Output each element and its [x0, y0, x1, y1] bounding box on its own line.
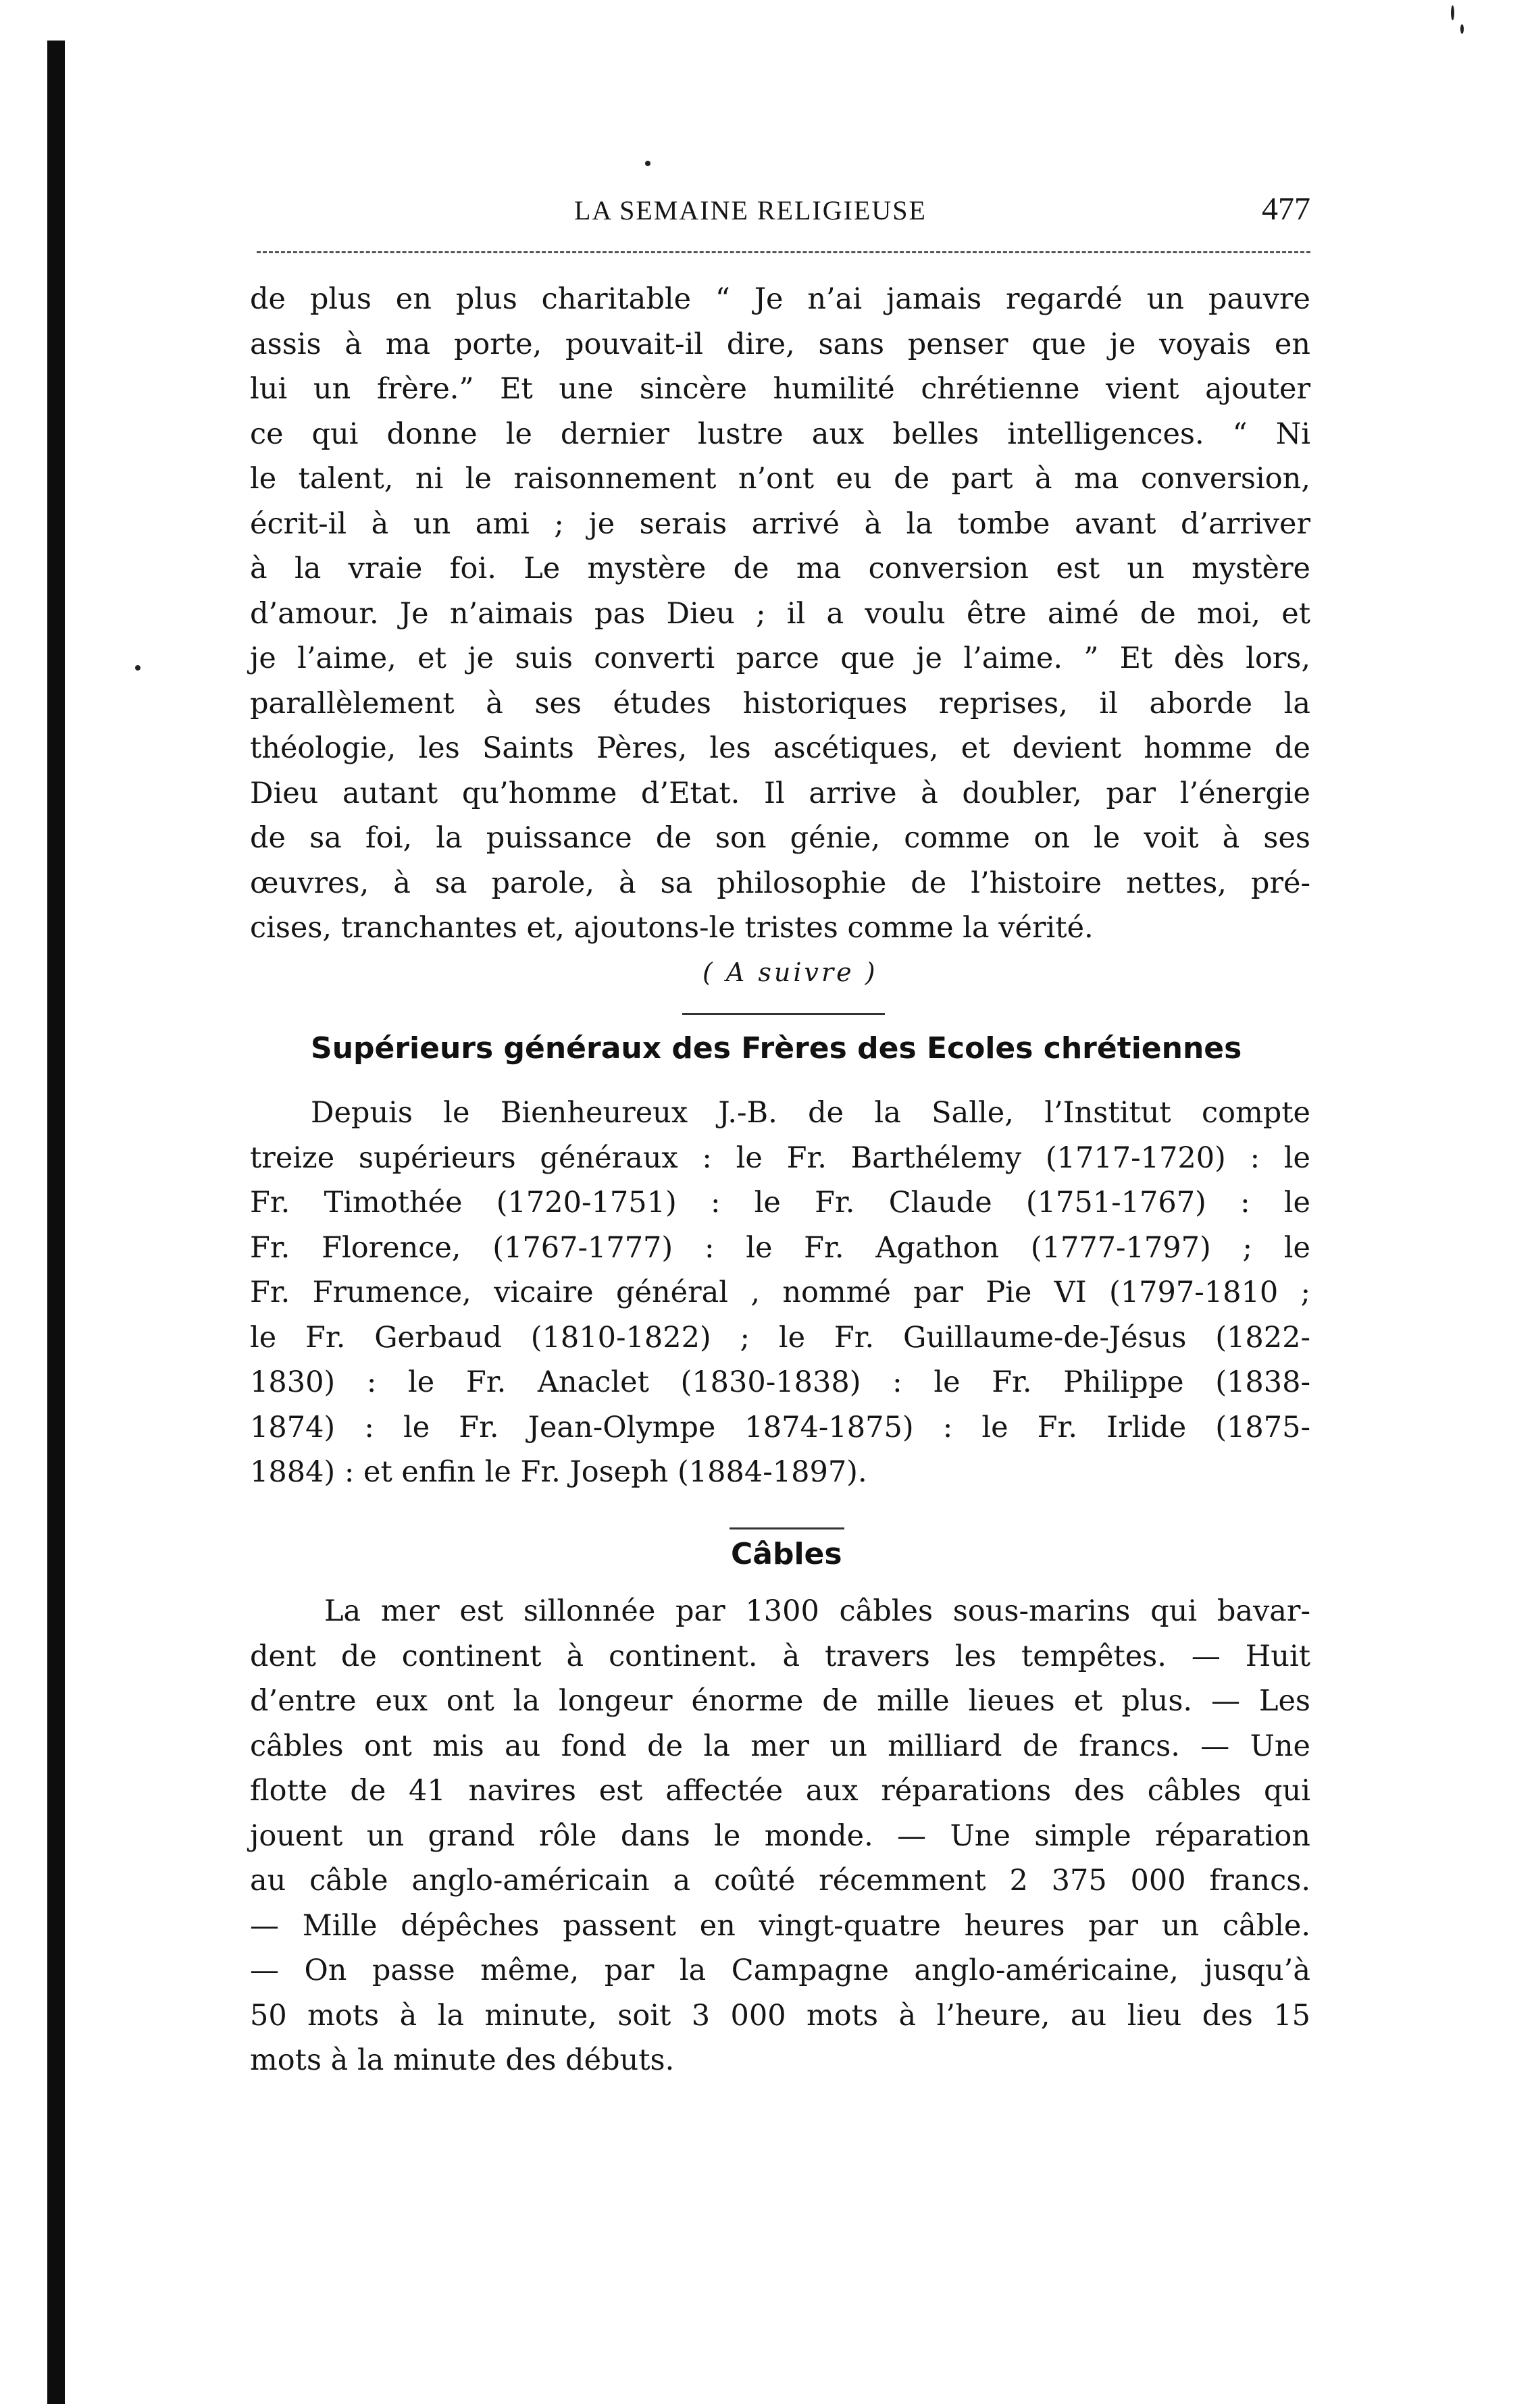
text-line: Fr. Frumence, vicaire général , nommé par Pie VI (1797-1810 ; [250, 1276, 1310, 1309]
text-line: de plus en plus charitable “ Je n’ai jamais regardé un pauvre [250, 282, 1310, 316]
continued-note: ( A suivre ) [702, 958, 878, 987]
ink-speck [645, 161, 650, 166]
text-line: à la vraie foi. Le mystère de ma conversion est un mystère [250, 552, 1310, 585]
section-separator [730, 1527, 844, 1529]
text-line: ce qui donne le dernier lustre aux belles intelligences. “ Ni [250, 417, 1310, 451]
page-binding-edge [47, 41, 65, 2404]
text-line: le Fr. Gerbaud (1810-1822) ; le Fr. Guillaume-de-Jésus (1822- [250, 1320, 1310, 1355]
text-line: 1874) : le Fr. Jean-Olympe 1874-1875) : le Fr. Irlide (1875- [250, 1410, 1310, 1444]
header-rule [257, 251, 1310, 253]
text-line: mots à la minute des débuts. [250, 2043, 675, 2077]
text-line: écrit-il à un ami ; je serais arrivé à la tombe avant d’arriver [250, 506, 1310, 541]
running-title: LA SEMAINE RELIGIEUSE [574, 195, 927, 226]
text-line: œuvres, à sa parole, à sa philosophie de l’histoire nettes, pré- [250, 866, 1310, 900]
article-cables [250, 1589, 1310, 2083]
text-line: — On passe même, par la Campagne anglo-américaine, jusqu’à [250, 1954, 1310, 1987]
text-line: 1830) : le Fr. Anaclet (1830-1838) : le Fr. Philippe (1838- [250, 1365, 1310, 1399]
text-line: 50 mots à la minute, soit 3 000 mots à l’heure, au lieu des 15 [250, 1998, 1310, 2033]
text-line: jouent un grand rôle dans le monde. — Une simple réparation [250, 1818, 1310, 1853]
text-line: — Mille dépêches passent en vingt-quatre heures par un câble. [250, 1908, 1310, 1943]
text-line: Depuis le Bienheureux J.-B. de la Salle, l’Institut compte [311, 1096, 1310, 1130]
text-line: Dieu autant qu’homme d’Etat. Il arrive à doubler, par l’énergie [250, 776, 1310, 810]
section-heading-superieurs: Supérieurs généraux des Frères des Ecoles chrétiennes [311, 1031, 1242, 1066]
text-line: d’amour. Je n’aimais pas Dieu ; il a voulu être aimé de moi, et [250, 596, 1310, 631]
ink-speck [135, 665, 140, 671]
text-line: lui un frère.” Et une sincère humilité chrétienne vient ajouter [250, 372, 1310, 406]
text-line: dent de continent à continent. à travers les tempêtes. — Huit [250, 1639, 1310, 1673]
text-line: flotte de 41 navires est affectée aux réparations des câbles qui [250, 1774, 1310, 1808]
text-line: d’entre eux ont la longeur énorme de mille lieues et plus. — Les [250, 1684, 1310, 1718]
text-line: le talent, ni le raisonnement n’ont eu de part à ma conversion, [250, 462, 1310, 496]
text-line: théologie, les Saints Pères, les ascétiques, et devient homme de [250, 731, 1310, 765]
section-heading-cables: Câbles [731, 1537, 842, 1571]
text-line: parallèlement à ses études historiques reprises, il aborde la [250, 686, 1310, 721]
page-number: 477 [1262, 191, 1310, 227]
text-line: Fr. Timothée (1720-1751) : le Fr. Claude (1751-1767) : le [250, 1186, 1310, 1220]
text-line: je l’aime, et je suis converti parce que je l’aime. ” Et dès lors, [250, 642, 1310, 675]
section-separator [682, 1013, 885, 1015]
article-montalembert-continued [250, 277, 1310, 951]
article-superieurs-generaux [250, 1091, 1310, 1495]
text-line: de sa foi, la puissance de son génie, comme on le voit à ses [250, 821, 1310, 855]
text-line: treize supérieurs généraux : le Fr. Barthélemy (1717-1720) : le [250, 1141, 1310, 1175]
text-line: assis à ma porte, pouvait-il dire, sans penser que je voyais en [250, 327, 1310, 361]
text-line: Fr. Florence, (1767-1777) : le Fr. Agathon (1777-1797) ; le [250, 1230, 1310, 1265]
text-line: câbles ont mis au fond de la mer un milliard de francs. — Une [250, 1729, 1310, 1763]
ink-speck [1460, 24, 1464, 34]
text-line: au câble anglo-américain a coûté récemment 2 375 000 francs. [250, 1864, 1310, 1897]
text-line: La mer est sillonnée par 1300 câbles sous-marins qui bavar- [324, 1594, 1310, 1628]
ink-speck [1451, 5, 1454, 20]
text-line: cises, tranchantes et, ajoutons-le tristes comme la vérité. [250, 911, 1094, 945]
text-line: 1884) : et enfin le Fr. Joseph (1884-1897). [250, 1455, 867, 1489]
running-header [257, 190, 1310, 231]
